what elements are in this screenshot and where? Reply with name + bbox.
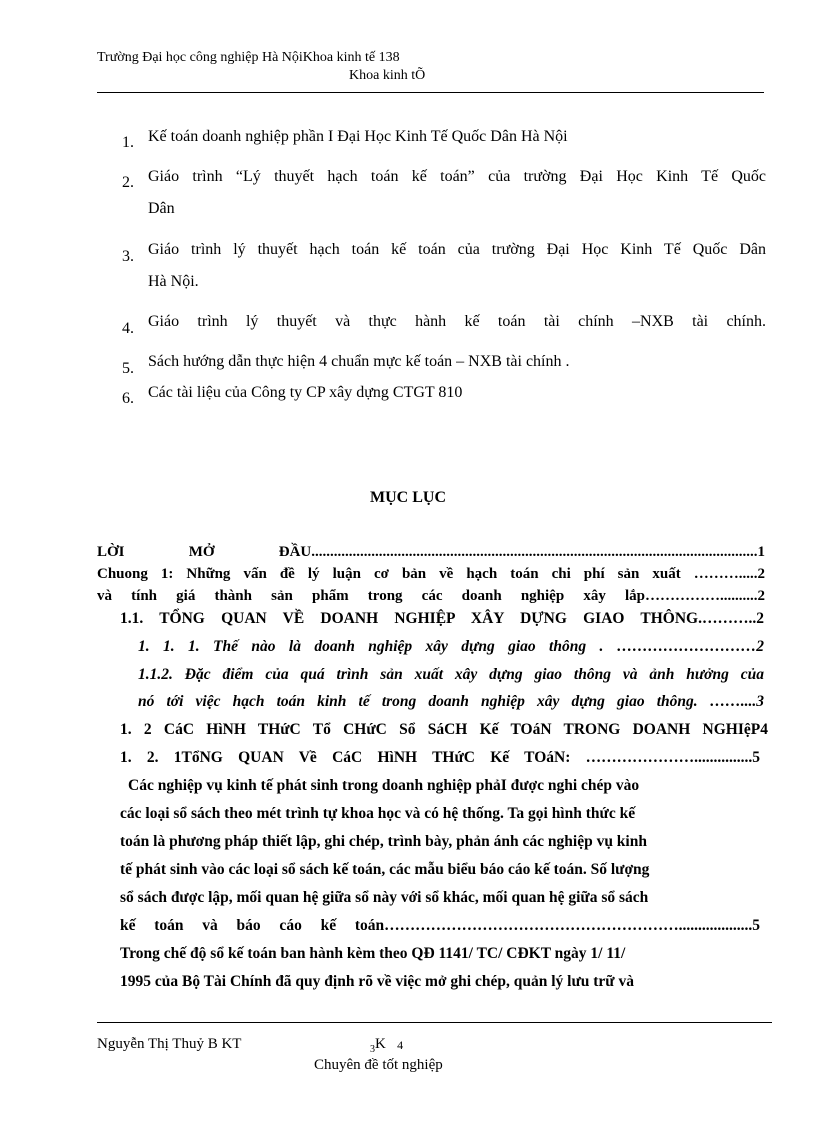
reference-number: 6. bbox=[122, 390, 134, 407]
reference-item: Kế toán doanh nghiệp phần I Đại Học Kinh Tế Quốc Dân Hà Nội bbox=[148, 128, 568, 145]
reference-item: Giáo trình lý thuyết và thực hành kế toán tài chính –NXB tài chính. bbox=[148, 313, 766, 330]
header-school: Trường Đại học công nghiệp Hà NộiKhoa kinh tế 138 bbox=[97, 50, 400, 65]
reference-number: 5. bbox=[122, 360, 134, 377]
toc-entry: 1. 2. 1TổNG QUAN Về CáC HìNH THứC Kế TOáN: …………………...............5 bbox=[120, 749, 760, 766]
toc-title: MỤC LỤC bbox=[370, 489, 446, 506]
toc-paragraph-line: kế toán và báo cáo kế toán…………………………………………………...................5 bbox=[120, 917, 760, 934]
toc-entry: nó tới việc hạch toán kinh tế trong doanh nghiệp xây dựng giao thông. ……....3 bbox=[138, 693, 764, 710]
toc-paragraph-line: 1995 của Bộ Tài Chính đã quy định rõ về việc mở ghi chép, quản lý lưu trữ và bbox=[120, 973, 634, 990]
toc-entry: Chuong 1: Những vấn đề lý luận cơ bản về hạch toán chi phí sản xuất ……….....2 bbox=[97, 566, 765, 582]
toc-paragraph-line: toán là phương pháp thiết lập, ghi chép, trình bày, phản ánh các nghiệp vụ kinh bbox=[120, 833, 647, 850]
toc-entry: 1.1. TỔNG QUAN VỀ DOANH NGHIỆP XÂY DỰNG GIAO THÔNG.………..2 bbox=[120, 610, 764, 627]
reference-item: Sách hướng dẫn thực hiện 4 chuẩn mực kế toán – NXB tài chính . bbox=[148, 353, 570, 370]
footer-class bbox=[370, 1036, 403, 1055]
toc-entry: 1. 2 CáC HìNH THứC Tổ CHứC Sổ SáCH Kế TOáN TRONG DOANH NGHIệP4 bbox=[120, 721, 768, 738]
toc-paragraph-line: Trong chế độ sổ kế toán ban hành kèm theo QĐ 1141/ TC/ CĐKT ngày 1/ 11/ bbox=[120, 945, 626, 962]
reference-item: Giáo trình lý thuyết hạch toán kế toán của trường Đại Học Kinh Tế Quốc Dân bbox=[148, 241, 766, 258]
toc-entry: 1. 1. 1. Thế nào là doanh nghiệp xây dựng giao thông . ………………………2 bbox=[138, 638, 764, 655]
reference-number: 1. bbox=[122, 134, 134, 151]
reference-item: Các tài liệu của Công ty CP xây dựng CTGT 810 bbox=[148, 384, 463, 401]
footer-class-sup: 4 bbox=[397, 1038, 404, 1052]
reference-item: Giáo trình “Lý thuyết hạch toán kế toán” của trường Đại Học Kinh Tế Quốc bbox=[148, 168, 766, 185]
toc-entry: và tính giá thành sản phẩm trong các doanh nghiệp xây lắp……………..........2 bbox=[97, 588, 765, 604]
toc-paragraph-line: các loại sổ sách theo mét trình tự khoa học và có hệ thống. Ta gọi hình thức kế bbox=[120, 805, 636, 822]
footer-class-main: K bbox=[375, 1036, 386, 1052]
footer-rule bbox=[97, 1022, 772, 1023]
footer-class-sub: 3 bbox=[370, 1044, 375, 1055]
toc-paragraph-line: sổ sách được lập, mối quan hệ giữa sổ này với sổ khác, mối quan hệ giữa sổ sách bbox=[120, 889, 649, 906]
footer-doc-type: Chuyên đề tốt nghiệp bbox=[314, 1057, 443, 1073]
header-rule bbox=[97, 92, 764, 93]
header-faculty: Khoa kinh tÕ bbox=[349, 68, 426, 83]
reference-number: 3. bbox=[122, 248, 134, 265]
toc-entry: 1.1.2. Đặc điểm của quá trình sản xuất xây dựng giao thông và ảnh hưởng của bbox=[138, 666, 764, 683]
reference-number: 4. bbox=[122, 320, 134, 337]
footer-author: Nguyễn Thị Thuỷ B KT bbox=[97, 1036, 242, 1052]
toc-paragraph-line: Các nghiệp vụ kinh tế phát sinh trong doanh nghiệp phảI được nghi chép vào bbox=[128, 777, 640, 794]
toc-paragraph-line: tế phát sinh vào các loại sổ sách kế toán, các mẫu biểu báo cáo kế toán. Số lượng bbox=[120, 861, 650, 878]
reference-item-continued: Dân bbox=[148, 200, 175, 217]
toc-entry: LỜI MỞ ĐẦU.......................................................................................................................1 bbox=[97, 544, 765, 560]
reference-number: 2. bbox=[122, 174, 134, 191]
reference-item-continued: Hà Nội. bbox=[148, 273, 199, 290]
